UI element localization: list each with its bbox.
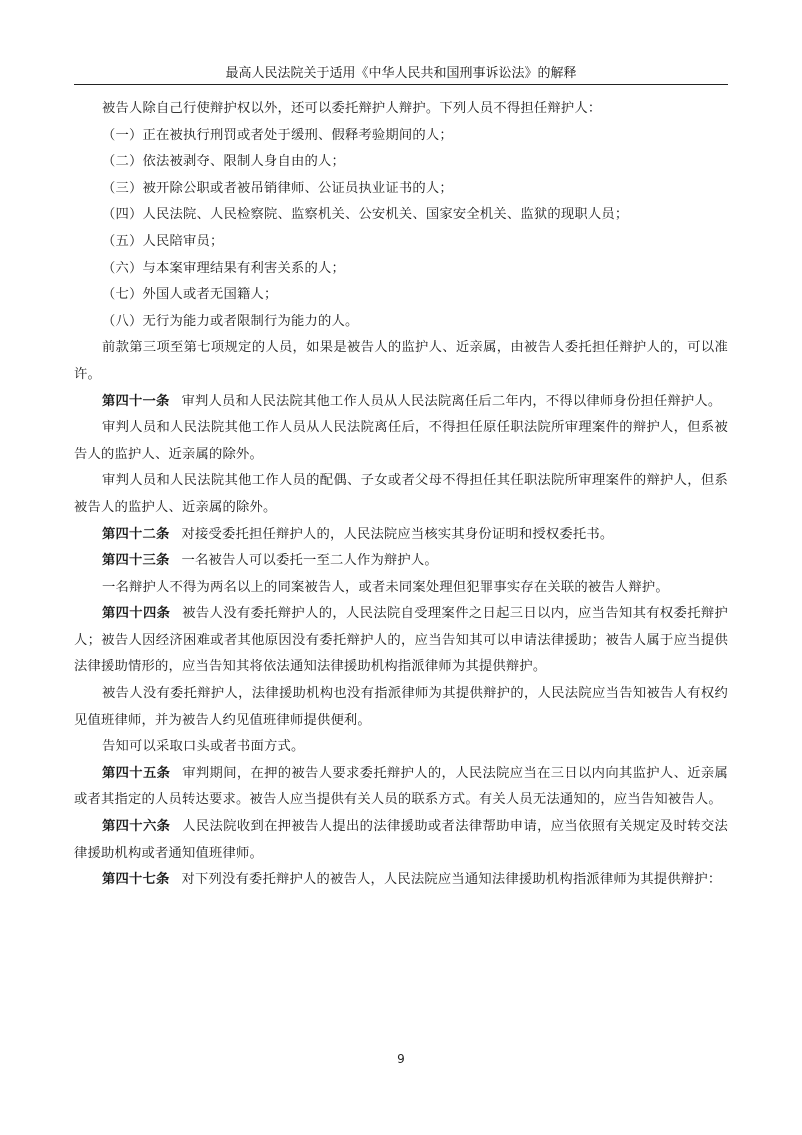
article-number: 第四十四条	[102, 606, 171, 622]
paragraph	[74, 415, 728, 468]
paragraph-text: 被告人没有委托辩护人的，人民法院自受理案件之日起三日以内，应当告知其有权委托辩护人；被告人因经济困难或者其他原因没有委托辩护人的，应当告知其可以申请法律援助；被告人属于应当提供法律援助情形的，应当告知其将依法通知法律援助机构指派律师为其提供辩护。	[74, 606, 729, 675]
paragraph	[74, 734, 728, 761]
paragraph	[74, 202, 728, 229]
paragraph-text: （三）被开除公职或者被吊销律师、公证员执业证书的人；	[102, 180, 453, 196]
paragraph-text: 审判人员和人民法院其他工作人员的配偶、子女或者父母不得担任其任职法院所审理案件的辩护人，但系被告人的监护人、近亲属的除外。	[74, 473, 728, 515]
paragraph	[74, 229, 728, 256]
header-divider	[74, 84, 728, 85]
article-number: 第四十三条	[102, 553, 170, 569]
paragraph-text: （六）与本案审理结果有利害关系的人；	[102, 260, 345, 276]
paragraph-text: 被告人除自己行使辩护权以外，还可以委托辩护人辩护。下列人员不得担任辩护人：	[102, 101, 602, 116]
paragraph-text: 审判人员和人民法院其他工作人员从人民法院离任后二年内，不得以律师身份担任辩护人。	[181, 393, 722, 409]
running-header: 最高人民法院关于适用《中华人民共和国刑事诉讼法》的解释	[225, 66, 577, 81]
article-number: 第四十五条	[102, 765, 171, 781]
paragraph-text: （一）正在被执行刑罚或者处于缓刑、假释考验期间的人；	[102, 127, 453, 143]
paragraph	[74, 282, 728, 309]
paragraph	[74, 867, 728, 894]
paragraph-text: 被告人没有委托辩护人，法律援助机构也没有指派律师为其提供辩护的，人民法院应当告知被告人有权约见值班律师，并为被告人约见值班律师提供便利。	[74, 686, 728, 728]
paragraph-text: 一名辩护人不得为两名以上的同案被告人，或者未同案处理但犯罪事实存在关联的被告人辩护。	[102, 579, 669, 595]
paragraph	[74, 814, 728, 867]
paragraph-text: 对下列没有委托辩护人的被告人，人民法院应当通知法律援助机构指派律师为其提供辩护：	[181, 872, 722, 888]
paragraph	[74, 123, 728, 150]
paragraph	[74, 176, 728, 203]
paragraph	[74, 522, 728, 549]
paragraph	[74, 601, 728, 681]
paragraph-text: 告知可以采取口头或者书面方式。	[102, 739, 305, 755]
paragraph	[74, 761, 728, 814]
paragraph	[74, 256, 728, 283]
paragraph	[74, 548, 728, 575]
paragraph	[74, 468, 728, 521]
paragraph-text: 审判人员和人民法院其他工作人员从人民法院离任后，不得担任原任职法院所审理案件的辩护人，但系被告人的监护人、近亲属的除外。	[74, 420, 728, 462]
paragraph-text: （二）依法被剥夺、限制人身自由的人；	[102, 154, 345, 170]
document-body	[74, 96, 728, 894]
paragraph	[74, 575, 728, 602]
paragraph-text: （八）无行为能力或者限制行为能力的人。	[102, 313, 359, 329]
paragraph-text: 一名被告人可以委托一至二人作为辩护人。	[181, 553, 438, 569]
paragraph-text: （五）人民陪审员；	[102, 233, 224, 249]
paragraph-text: 前款第三项至第七项规定的人员，如果是被告人的监护人、近亲属，由被告人委托担任辩护人的，可以准许。	[74, 340, 728, 382]
paragraph-text: 人民法院收到在押被告人提出的法律援助或者法律帮助申请，应当依照有关规定及时转交法律援助机构或者通知值班律师。	[74, 819, 729, 861]
article-number: 第四十六条	[102, 819, 171, 835]
article-number: 第四十七条	[102, 872, 170, 888]
paragraph-text: （七）外国人或者无国籍人；	[102, 287, 278, 303]
paragraph-text: 审判期间，在押的被告人要求委托辩护人的，人民法院应当在三日以内向其监护人、近亲属或者其指定的人员转达要求。被告人应当提供有关人员的联系方式。有关人员无法通知的，应当告知被告人。	[74, 765, 729, 808]
paragraph	[74, 149, 728, 176]
paragraph-text: （四）人民法院、人民检察院、监察机关、公安机关、国家安全机关、监狱的现职人员；	[102, 207, 629, 223]
paragraph	[74, 389, 728, 416]
paragraph	[74, 335, 728, 388]
paragraph	[74, 96, 728, 123]
paragraph	[74, 681, 728, 734]
paragraph	[74, 309, 728, 336]
article-number: 第四十二条	[102, 526, 170, 542]
page-number: 9	[397, 1052, 405, 1066]
paragraph-text: 对接受委托担任辩护人的，人民法院应当核实其身份证明和授权委托书。	[181, 526, 614, 542]
article-number: 第四十一条	[102, 393, 170, 409]
